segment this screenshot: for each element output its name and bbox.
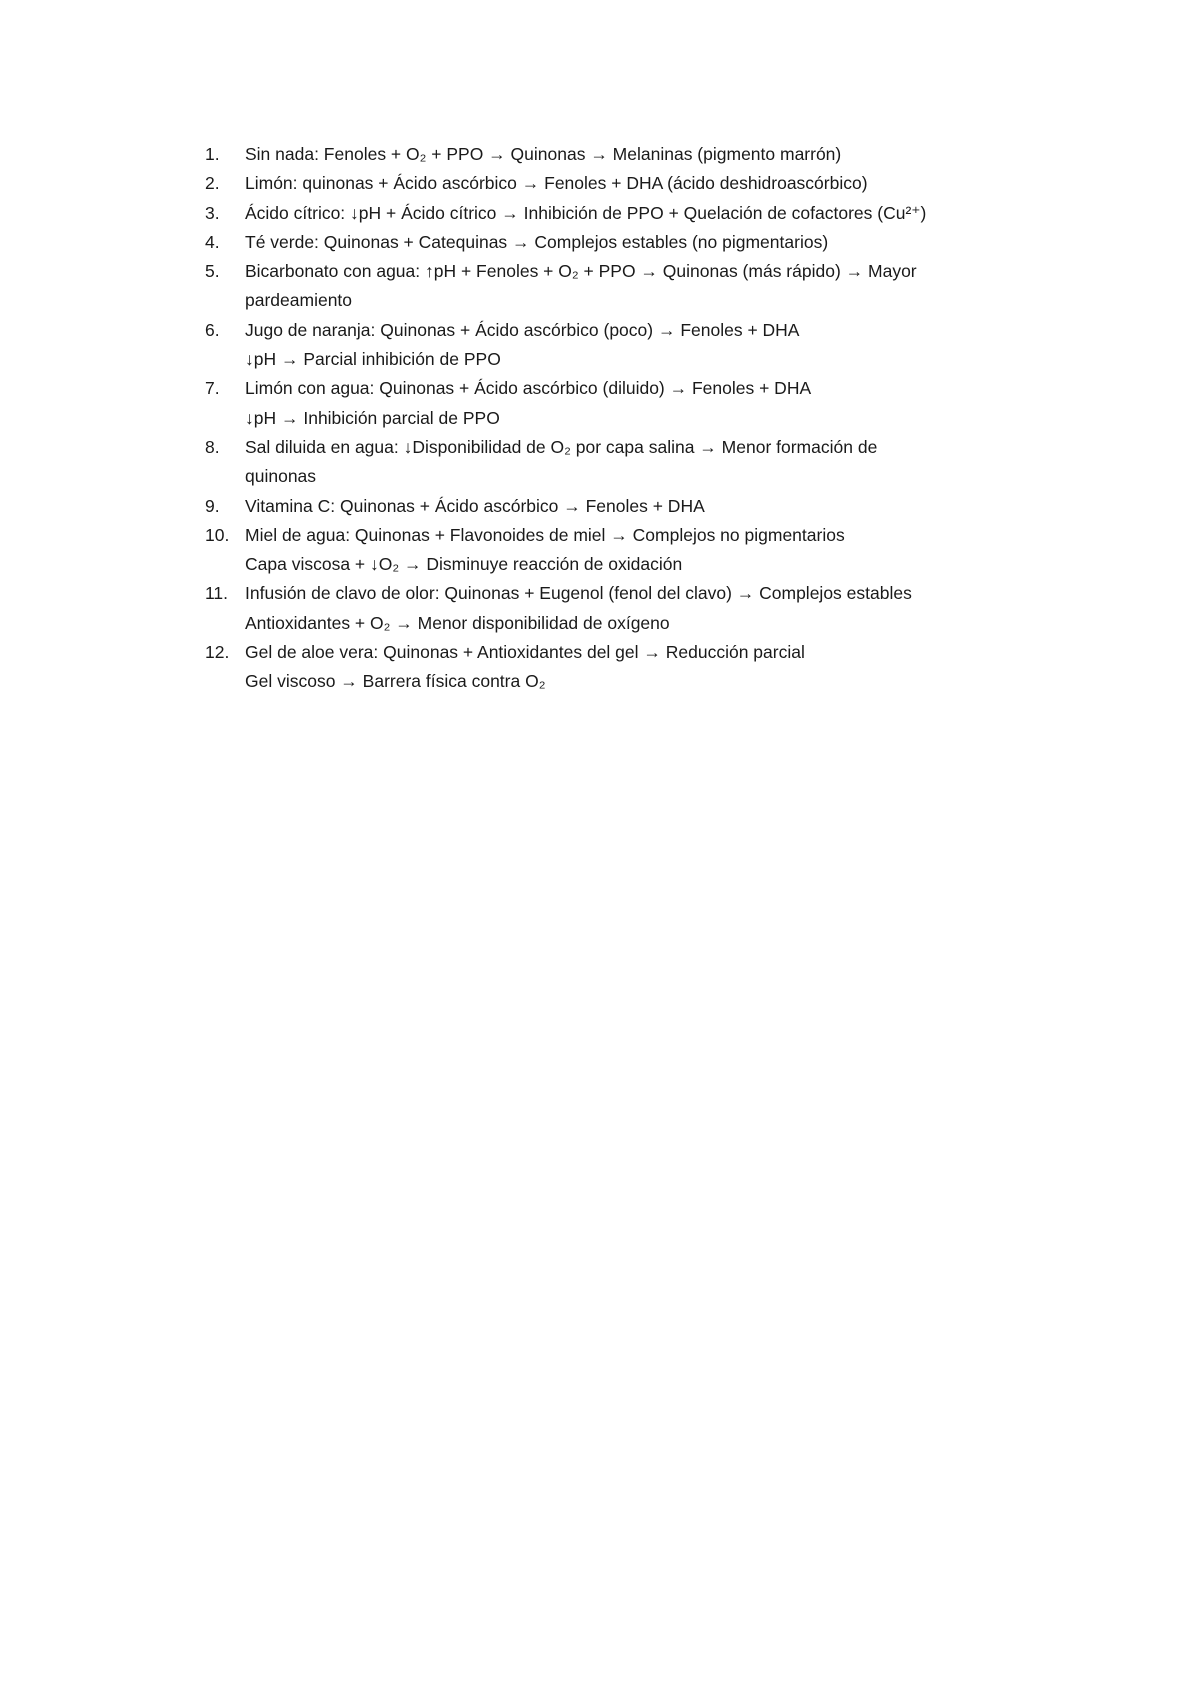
list-text: Gel de aloe vera: Quinonas + Antioxidantes del gel → Reducción parcial [245,642,805,663]
list-text: Limón: quinonas + Ácido ascórbico → Fenoles + DHA (ácido deshidroascórbico) [245,173,868,194]
list-item [205,140,1085,169]
list-number: 6. [205,319,220,340]
list-number: 5. [205,261,220,282]
list-number: 11. [205,583,229,604]
list-text: Miel de agua: Quinonas + Flavonoides de miel → Complejos no pigmentarios [245,524,845,545]
list-text-continued: Antioxidantes + O₂ → Menor disponibilidad de oxígeno [245,612,670,633]
list-text-continued: Gel viscoso → Barrera física contra O₂ [245,671,546,692]
list-text: Sal diluida en agua: ↓Disponibilidad de O₂ por capa salina → Menor formación de [245,436,878,457]
list-number: 10. [205,524,230,545]
list-text-continued: quinonas [245,466,317,487]
list-text: Té verde: Quinonas + Catequinas → Complejos estables (no pigmentarios) [245,231,829,252]
list-item [205,433,1085,492]
list-number: 2. [205,173,220,194]
list-number: 9. [205,495,220,516]
list-text: Jugo de naranja: Quinonas + Ácido ascórbico (poco) → Fenoles + DHA [245,319,800,340]
list-item [205,492,1085,521]
list-number: 1. [205,144,220,164]
numbered-list [205,140,1085,697]
list-text-continued: pardeamiento [245,290,353,311]
list-number: 7. [205,378,220,399]
list-number: 4. [205,231,220,252]
list-text: Ácido cítrico: ↓pH + Ácido cítrico → Inhibición de PPO + Quelación de cofactores (Cu²⁺) [245,202,927,223]
list-item [205,521,1085,580]
list-item [205,199,1085,228]
list-item [205,169,1085,198]
list-text-continued: ↓pH → Parcial inhibición de PPO [245,349,501,370]
list-text: Infusión de clavo de olor: Quinonas + Eugenol (fenol del clavo) → Complejos estables [245,583,912,604]
list-text: Limón con agua: Quinonas + Ácido ascórbico (diluido) → Fenoles + DHA [245,378,812,399]
list-number: 3. [205,202,220,223]
list-item [205,638,1085,697]
list-item [205,374,1085,433]
list-text-continued: ↓pH → Inhibición parcial de PPO [245,407,500,428]
list-text: Sin nada: Fenoles + O₂ + PPO → Quinonas → Melaninas (pigmento marrón) [245,144,842,164]
list-item [205,316,1085,375]
list-number: 8. [205,436,220,457]
list-item [205,257,1085,316]
list-text: Vitamina C: Quinonas + Ácido ascórbico → Fenoles + DHA [245,495,705,516]
list-text-continued: Capa viscosa + ↓O₂ → Disminuye reacción de oxidación [245,554,683,575]
list-item [205,228,1085,257]
list-number: 12. [205,642,230,663]
list-text: Bicarbonato con agua: ↑pH + Fenoles + O₂ + PPO → Quinonas (más rápido) → Mayor [245,261,917,282]
list-item [205,579,1085,638]
